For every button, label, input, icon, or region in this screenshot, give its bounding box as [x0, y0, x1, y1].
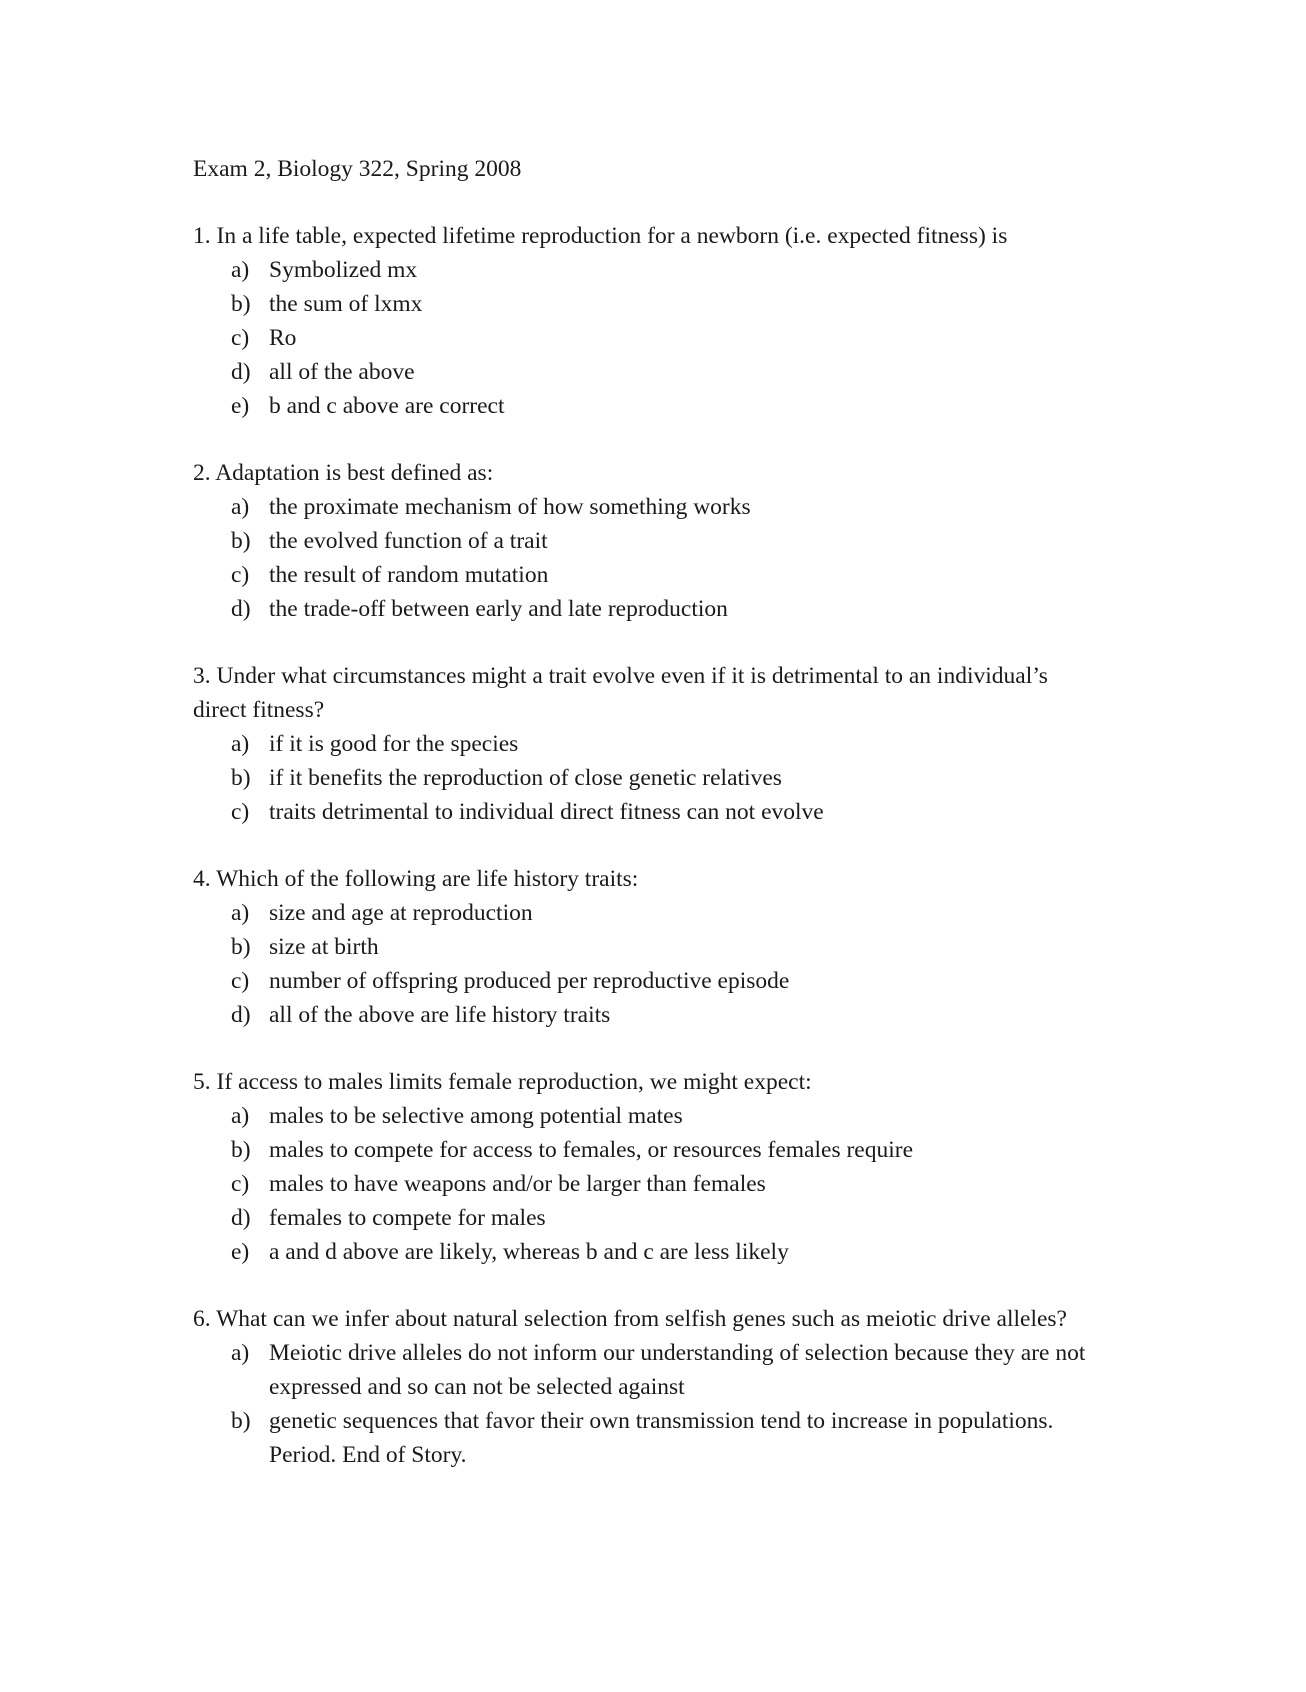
question-text: 6. What can we infer about natural selection from selfish genes such as meiotic drive alleles?: [193, 1306, 1067, 1332]
answer-option: [231, 287, 1093, 321]
option-letter: d): [231, 1205, 251, 1231]
answer-options: [193, 1336, 1093, 1472]
option-text: the result of random mutation: [269, 562, 549, 588]
question-text: 4. Which of the following are life history traits:: [193, 866, 639, 892]
answer-option: [231, 727, 1093, 761]
option-letter: c): [231, 968, 250, 994]
question-2: [193, 456, 1093, 626]
option-letter: a): [231, 1103, 250, 1129]
option-text: the proximate mechanism of how something works: [269, 494, 751, 520]
answer-options: [193, 490, 1093, 626]
question-6: [193, 1302, 1093, 1472]
answer-option: [231, 321, 1093, 355]
option-text: traits detrimental to individual direct fitness can not evolve: [269, 799, 824, 825]
question-text: 3. Under what circumstances might a trait evolve even if it is detrimental to an individual’s direct fitness?: [193, 663, 1048, 723]
option-text: males to have weapons and/or be larger than females: [269, 1171, 766, 1197]
option-text: genetic sequences that favor their own transmission tend to increase in populations. Period. End of Story.: [269, 1408, 1054, 1468]
answer-option: [231, 964, 1093, 998]
answer-option: [231, 355, 1093, 389]
answer-option: [231, 592, 1093, 626]
answer-option: [231, 1235, 1093, 1269]
answer-option: [231, 1133, 1093, 1167]
option-text: males to compete for access to females, or resources females require: [269, 1137, 914, 1163]
answer-option: [231, 389, 1093, 423]
exam-title: Exam 2, Biology 322, Spring 2008: [193, 156, 522, 182]
option-letter: b): [231, 934, 251, 960]
option-letter: d): [231, 359, 251, 385]
question-5: [193, 1065, 1093, 1269]
option-text: all of the above: [269, 359, 415, 385]
option-text: number of offspring produced per reproductive episode: [269, 968, 790, 994]
answer-option: [231, 490, 1093, 524]
option-text: females to compete for males: [269, 1205, 546, 1231]
answer-option: [231, 558, 1093, 592]
answer-option: [231, 795, 1093, 829]
question-3: [193, 659, 1093, 829]
option-letter: b): [231, 1408, 251, 1434]
option-letter: c): [231, 562, 250, 588]
answer-options: [193, 253, 1093, 423]
option-letter: a): [231, 1340, 250, 1366]
exam-page: [193, 152, 1093, 1505]
option-letter: a): [231, 900, 250, 926]
answer-option: [231, 998, 1093, 1032]
option-letter: a): [231, 731, 250, 757]
option-text: if it benefits the reproduction of close genetic relatives: [269, 765, 782, 791]
option-text: a and d above are likely, whereas b and c are less likely: [269, 1239, 789, 1265]
option-text: b and c above are correct: [269, 393, 505, 419]
answer-options: [193, 896, 1093, 1032]
option-text: males to be selective among potential mates: [269, 1103, 683, 1129]
option-letter: c): [231, 325, 250, 351]
answer-option: [231, 761, 1093, 795]
option-text: the sum of lxmx: [269, 291, 423, 317]
question-text: 5. If access to males limits female reproduction, we might expect:: [193, 1069, 812, 1095]
option-letter: c): [231, 1171, 250, 1197]
option-text: the trade-off between early and late reproduction: [269, 596, 728, 622]
answer-option: [231, 930, 1093, 964]
option-letter: a): [231, 257, 250, 283]
option-letter: c): [231, 799, 250, 825]
answer-option: [231, 524, 1093, 558]
question-list: [193, 219, 1093, 1472]
option-letter: a): [231, 494, 250, 520]
option-letter: b): [231, 765, 251, 791]
answer-option: [231, 253, 1093, 287]
answer-option: [231, 896, 1093, 930]
option-text: the evolved function of a trait: [269, 528, 548, 554]
answer-option: [231, 1167, 1093, 1201]
option-text: Ro: [269, 325, 297, 351]
option-text: size and age at reproduction: [269, 900, 533, 926]
question-1: [193, 219, 1093, 423]
option-text: Meiotic drive alleles do not inform our understanding of selection because they are not expressed and so can not be selected against: [269, 1340, 1086, 1400]
option-letter: b): [231, 528, 251, 554]
option-letter: e): [231, 1239, 250, 1265]
option-text: Symbolized mx: [269, 257, 418, 283]
answer-options: [193, 1099, 1093, 1269]
question-4: [193, 862, 1093, 1032]
option-letter: b): [231, 291, 251, 317]
answer-option: [231, 1201, 1093, 1235]
answer-option: [231, 1404, 1093, 1472]
option-text: all of the above are life history traits: [269, 1002, 611, 1028]
answer-option: [231, 1099, 1093, 1133]
option-text: if it is good for the species: [269, 731, 519, 757]
option-letter: d): [231, 596, 251, 622]
answer-options: [193, 727, 1093, 829]
option-letter: d): [231, 1002, 251, 1028]
question-text: 2. Adaptation is best defined as:: [193, 460, 494, 486]
option-text: size at birth: [269, 934, 379, 960]
question-text: 1. In a life table, expected lifetime reproduction for a newborn (i.e. expected fitness) is: [193, 223, 1008, 249]
option-letter: e): [231, 393, 250, 419]
option-letter: b): [231, 1137, 251, 1163]
answer-option: [231, 1336, 1093, 1404]
